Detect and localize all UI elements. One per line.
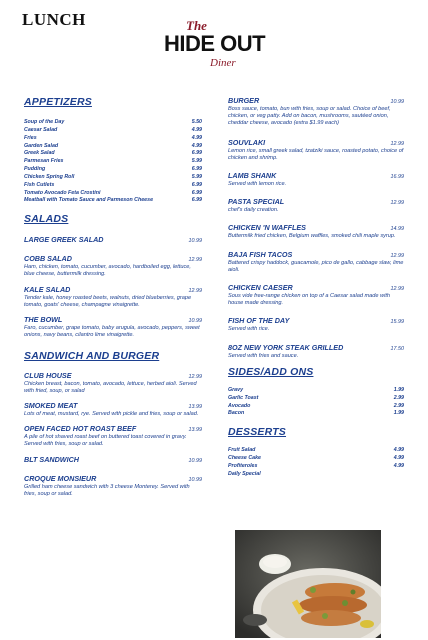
right-column bbox=[228, 96, 404, 479]
item-price: 14.99 bbox=[390, 226, 404, 233]
appetizer-list bbox=[24, 119, 202, 205]
item-price: 10.99 bbox=[188, 318, 202, 325]
item-description: Battered crispy haddock, guacamole, pico de gallo, cabbage slaw, lime aioli. bbox=[228, 259, 404, 273]
item-name: LAMB SHANK bbox=[228, 171, 277, 181]
appetizer-name: Parmesan Fries bbox=[24, 158, 64, 165]
menu-item bbox=[228, 171, 404, 188]
side-row bbox=[228, 403, 404, 411]
appetizer-row bbox=[24, 143, 202, 151]
item-name: COBB SALAD bbox=[24, 254, 72, 264]
logo-hideout: HIDE OUT bbox=[164, 31, 266, 56]
side-name: Garlic Toast bbox=[228, 394, 259, 401]
item-price: 12.99 bbox=[390, 252, 404, 259]
item-name: SMOKED MEAT bbox=[24, 400, 78, 410]
logo-diner: Diner bbox=[210, 57, 236, 69]
item-name: CHICKEN CAESER bbox=[228, 283, 293, 293]
appetizer-price: 6.99 bbox=[191, 150, 202, 157]
menu-item bbox=[228, 316, 404, 333]
appetizer-row bbox=[24, 150, 202, 158]
item-name: BLT SANDWICH bbox=[24, 454, 79, 464]
appetizer-price: 5.99 bbox=[191, 173, 202, 180]
menu-item bbox=[24, 474, 202, 498]
logo-the: The bbox=[186, 18, 207, 33]
item-name: FISH OF THE DAY bbox=[228, 316, 290, 326]
dessert-row bbox=[228, 455, 404, 463]
side-price: 1.99 bbox=[393, 386, 404, 393]
dessert-price: 4.99 bbox=[393, 462, 404, 469]
item-price: 12.99 bbox=[188, 287, 202, 294]
appetizer-price: 4.99 bbox=[191, 134, 202, 141]
item-price: 12.99 bbox=[188, 257, 202, 264]
item-name: LARGE GREEK SALAD bbox=[24, 235, 104, 245]
appetizer-row bbox=[24, 166, 202, 174]
menu-item bbox=[24, 254, 202, 278]
dessert-price: 4.99 bbox=[393, 455, 404, 462]
item-description: Served with fries and sauce. bbox=[228, 352, 299, 359]
item-name: THE BOWL bbox=[24, 315, 63, 325]
menu-item bbox=[228, 197, 404, 214]
restaurant-logo bbox=[160, 18, 270, 76]
menu-item bbox=[24, 371, 202, 395]
side-row bbox=[228, 410, 404, 418]
grilled-shrimp-plate-image bbox=[235, 530, 381, 638]
item-description: Buttermilk fried chicken, Belgium waffles, smoked chili maple syrup. bbox=[228, 233, 396, 240]
appetizer-row bbox=[24, 127, 202, 135]
dessert-name: Daily Special bbox=[228, 470, 261, 477]
item-name: PASTA SPECIAL bbox=[228, 197, 285, 207]
item-name: OPEN FACED HOT ROAST BEEF bbox=[24, 424, 137, 434]
menu-item bbox=[228, 138, 404, 162]
appetizer-name: Fries bbox=[24, 134, 37, 141]
appetizers-heading: APPETIZERS bbox=[24, 96, 92, 108]
item-price: 13.99 bbox=[188, 427, 202, 434]
item-name: CROQUE MONSIEUR bbox=[24, 473, 97, 483]
appetizer-price: 4.99 bbox=[191, 142, 202, 149]
appetizer-name: Soup of the Day bbox=[24, 119, 65, 125]
appetizer-name: Tomato Avocado Feta Crostini bbox=[24, 189, 101, 196]
appetizer-name: Pudding bbox=[24, 166, 46, 173]
appetizer-price: 4.99 bbox=[191, 126, 202, 133]
side-price: 2.99 bbox=[393, 402, 404, 409]
menu-item bbox=[228, 223, 404, 240]
appetizer-price: 6.99 bbox=[191, 197, 202, 204]
item-description: Chicken breast, bacon, tomato, avocado, lettuce, herbed aioli. Served with fried, soup, or salad bbox=[24, 380, 197, 394]
item-description: Served with rice. bbox=[228, 326, 270, 333]
item-description: Faro, cucumber, grape tomato, baby arugula, avocado, peppers, sweet onions, navy beans, cilantro lime vinaigrette. bbox=[24, 325, 200, 339]
item-price: 10.99 bbox=[390, 99, 404, 105]
menu-item bbox=[228, 283, 404, 307]
item-price: 15.99 bbox=[390, 319, 404, 326]
item-name: BAJA FISH TACOS bbox=[228, 249, 293, 259]
dessert-name: Profiteroles bbox=[228, 462, 258, 469]
appetizer-price: 5.50 bbox=[191, 119, 202, 125]
item-name: KALE SALAD bbox=[24, 284, 71, 294]
side-price: 1.99 bbox=[393, 410, 404, 417]
item-price: 10.99 bbox=[188, 476, 202, 483]
salads-heading: SALADS bbox=[24, 213, 69, 226]
item-price: 17.50 bbox=[390, 345, 404, 352]
side-name: Bacon bbox=[228, 410, 245, 417]
appetizer-price: 6.99 bbox=[191, 166, 202, 173]
appetizer-row bbox=[24, 174, 202, 182]
item-description: Tender kale, honey roasted beets, walnuts, dried blueberries, grape tomato, goats' cheese, champagne vinaigrette. bbox=[24, 294, 192, 308]
sides-heading: SIDES/ADD ONS bbox=[228, 365, 314, 378]
item-name: SOUVLAKI bbox=[228, 137, 266, 147]
page-title: LUNCH bbox=[22, 10, 86, 29]
appetizer-price: 6.99 bbox=[191, 181, 202, 188]
dessert-row bbox=[228, 447, 404, 455]
menu-item bbox=[24, 455, 202, 464]
side-name: Gravy bbox=[228, 386, 244, 393]
item-price: 12.99 bbox=[390, 286, 404, 293]
menu-item bbox=[24, 285, 202, 309]
item-name: CLUB HOUSE bbox=[24, 370, 72, 380]
menu-item bbox=[24, 235, 202, 244]
appetizer-row bbox=[24, 197, 202, 205]
desserts-heading: DESSERTS bbox=[228, 426, 287, 439]
sandwich-heading: SANDWICH AND BURGER bbox=[24, 349, 160, 362]
appetizer-name: Garden Salad bbox=[24, 142, 59, 149]
item-price: 10.99 bbox=[188, 238, 202, 245]
mains-list bbox=[228, 96, 404, 360]
left-column bbox=[24, 96, 202, 504]
side-row bbox=[228, 387, 404, 395]
appetizer-row bbox=[24, 135, 202, 143]
item-description: Lots of meat, mustard, rye. Served with pickle and fries, soup or salad. bbox=[24, 410, 199, 417]
menu-item bbox=[24, 401, 202, 418]
appetizer-name: Caesar Salad bbox=[24, 126, 58, 133]
item-description: chef's daily creation. bbox=[228, 207, 279, 214]
salads-list bbox=[24, 235, 202, 339]
dessert-row bbox=[228, 471, 404, 479]
appetizer-name: Meatball with Tomato Sauce and Parmeson Cheese bbox=[24, 197, 154, 204]
side-price: 2.99 bbox=[393, 394, 404, 401]
dessert-name: Cheese Cake bbox=[228, 455, 261, 462]
appetizer-price: 6.99 bbox=[191, 189, 202, 196]
sandwich-list bbox=[24, 371, 202, 498]
item-price: 12.99 bbox=[188, 373, 202, 380]
appetizer-price: 5.99 bbox=[191, 158, 202, 165]
desserts-list bbox=[228, 447, 404, 478]
menu-item bbox=[24, 424, 202, 448]
sides-list bbox=[228, 387, 404, 418]
appetizer-row bbox=[24, 182, 202, 190]
side-row bbox=[228, 395, 404, 403]
menu-item bbox=[228, 343, 404, 360]
item-description: Ham, chicken, tomato, cucumber, avocado, hardboiled egg, lettuce, blue cheese, buttermilk dressing. bbox=[24, 264, 191, 278]
appetizer-row bbox=[24, 119, 202, 127]
dessert-name: Fruit Salad bbox=[228, 447, 256, 454]
appetizer-name: Fish Cutlets bbox=[24, 181, 55, 188]
menu-item bbox=[24, 315, 202, 339]
item-price: 16.99 bbox=[390, 174, 404, 181]
appetizer-row bbox=[24, 158, 202, 166]
item-name: CHICKEN 'N WAFFLES bbox=[228, 223, 306, 233]
item-description: Sous vide free-range chicken on top of a Caesar salad made with house made dressing. bbox=[228, 293, 391, 307]
item-price: 13.99 bbox=[188, 403, 202, 410]
item-description: Grilled ham cheese sandwich with 3 cheese Monterey. Served with fries, soup or salad. bbox=[24, 483, 190, 497]
item-price: 12.99 bbox=[390, 140, 404, 147]
menu-item bbox=[228, 96, 404, 128]
item-description: A pile of hot shaved roast beef on buttered toast covered in gravy. Served with fries, soup or salad. bbox=[24, 434, 187, 448]
item-description: Served with lemon rice. bbox=[228, 181, 287, 188]
item-name: BURGER bbox=[228, 96, 260, 105]
item-description: Lemon rice, small greek salad, tzatziki sauce, roasted potato, choice of chicken and shrimp. bbox=[228, 147, 404, 161]
side-name: Avocado bbox=[228, 402, 251, 409]
dessert-price: 4.99 bbox=[393, 447, 404, 454]
dessert-row bbox=[228, 463, 404, 471]
item-price: 10.99 bbox=[188, 457, 202, 464]
appetizer-name: Chicken Spring Roll bbox=[24, 173, 75, 180]
appetizer-row bbox=[24, 190, 202, 198]
item-price: 12.99 bbox=[390, 200, 404, 207]
item-name: 8OZ NEW YORK STEAK GRILLED bbox=[228, 342, 344, 352]
item-description: Boss sauce, tomato, bun with fries, soup or salad. Choice of beef, chicken, or veg patty. Add on bacon, mushrooms, sautéed onion, cheddar cheese, avocado (extra $1.99 each) bbox=[228, 106, 391, 127]
menu-item bbox=[228, 250, 404, 274]
food-photo bbox=[235, 530, 381, 638]
appetizer-name: Greek Salad bbox=[24, 150, 55, 157]
